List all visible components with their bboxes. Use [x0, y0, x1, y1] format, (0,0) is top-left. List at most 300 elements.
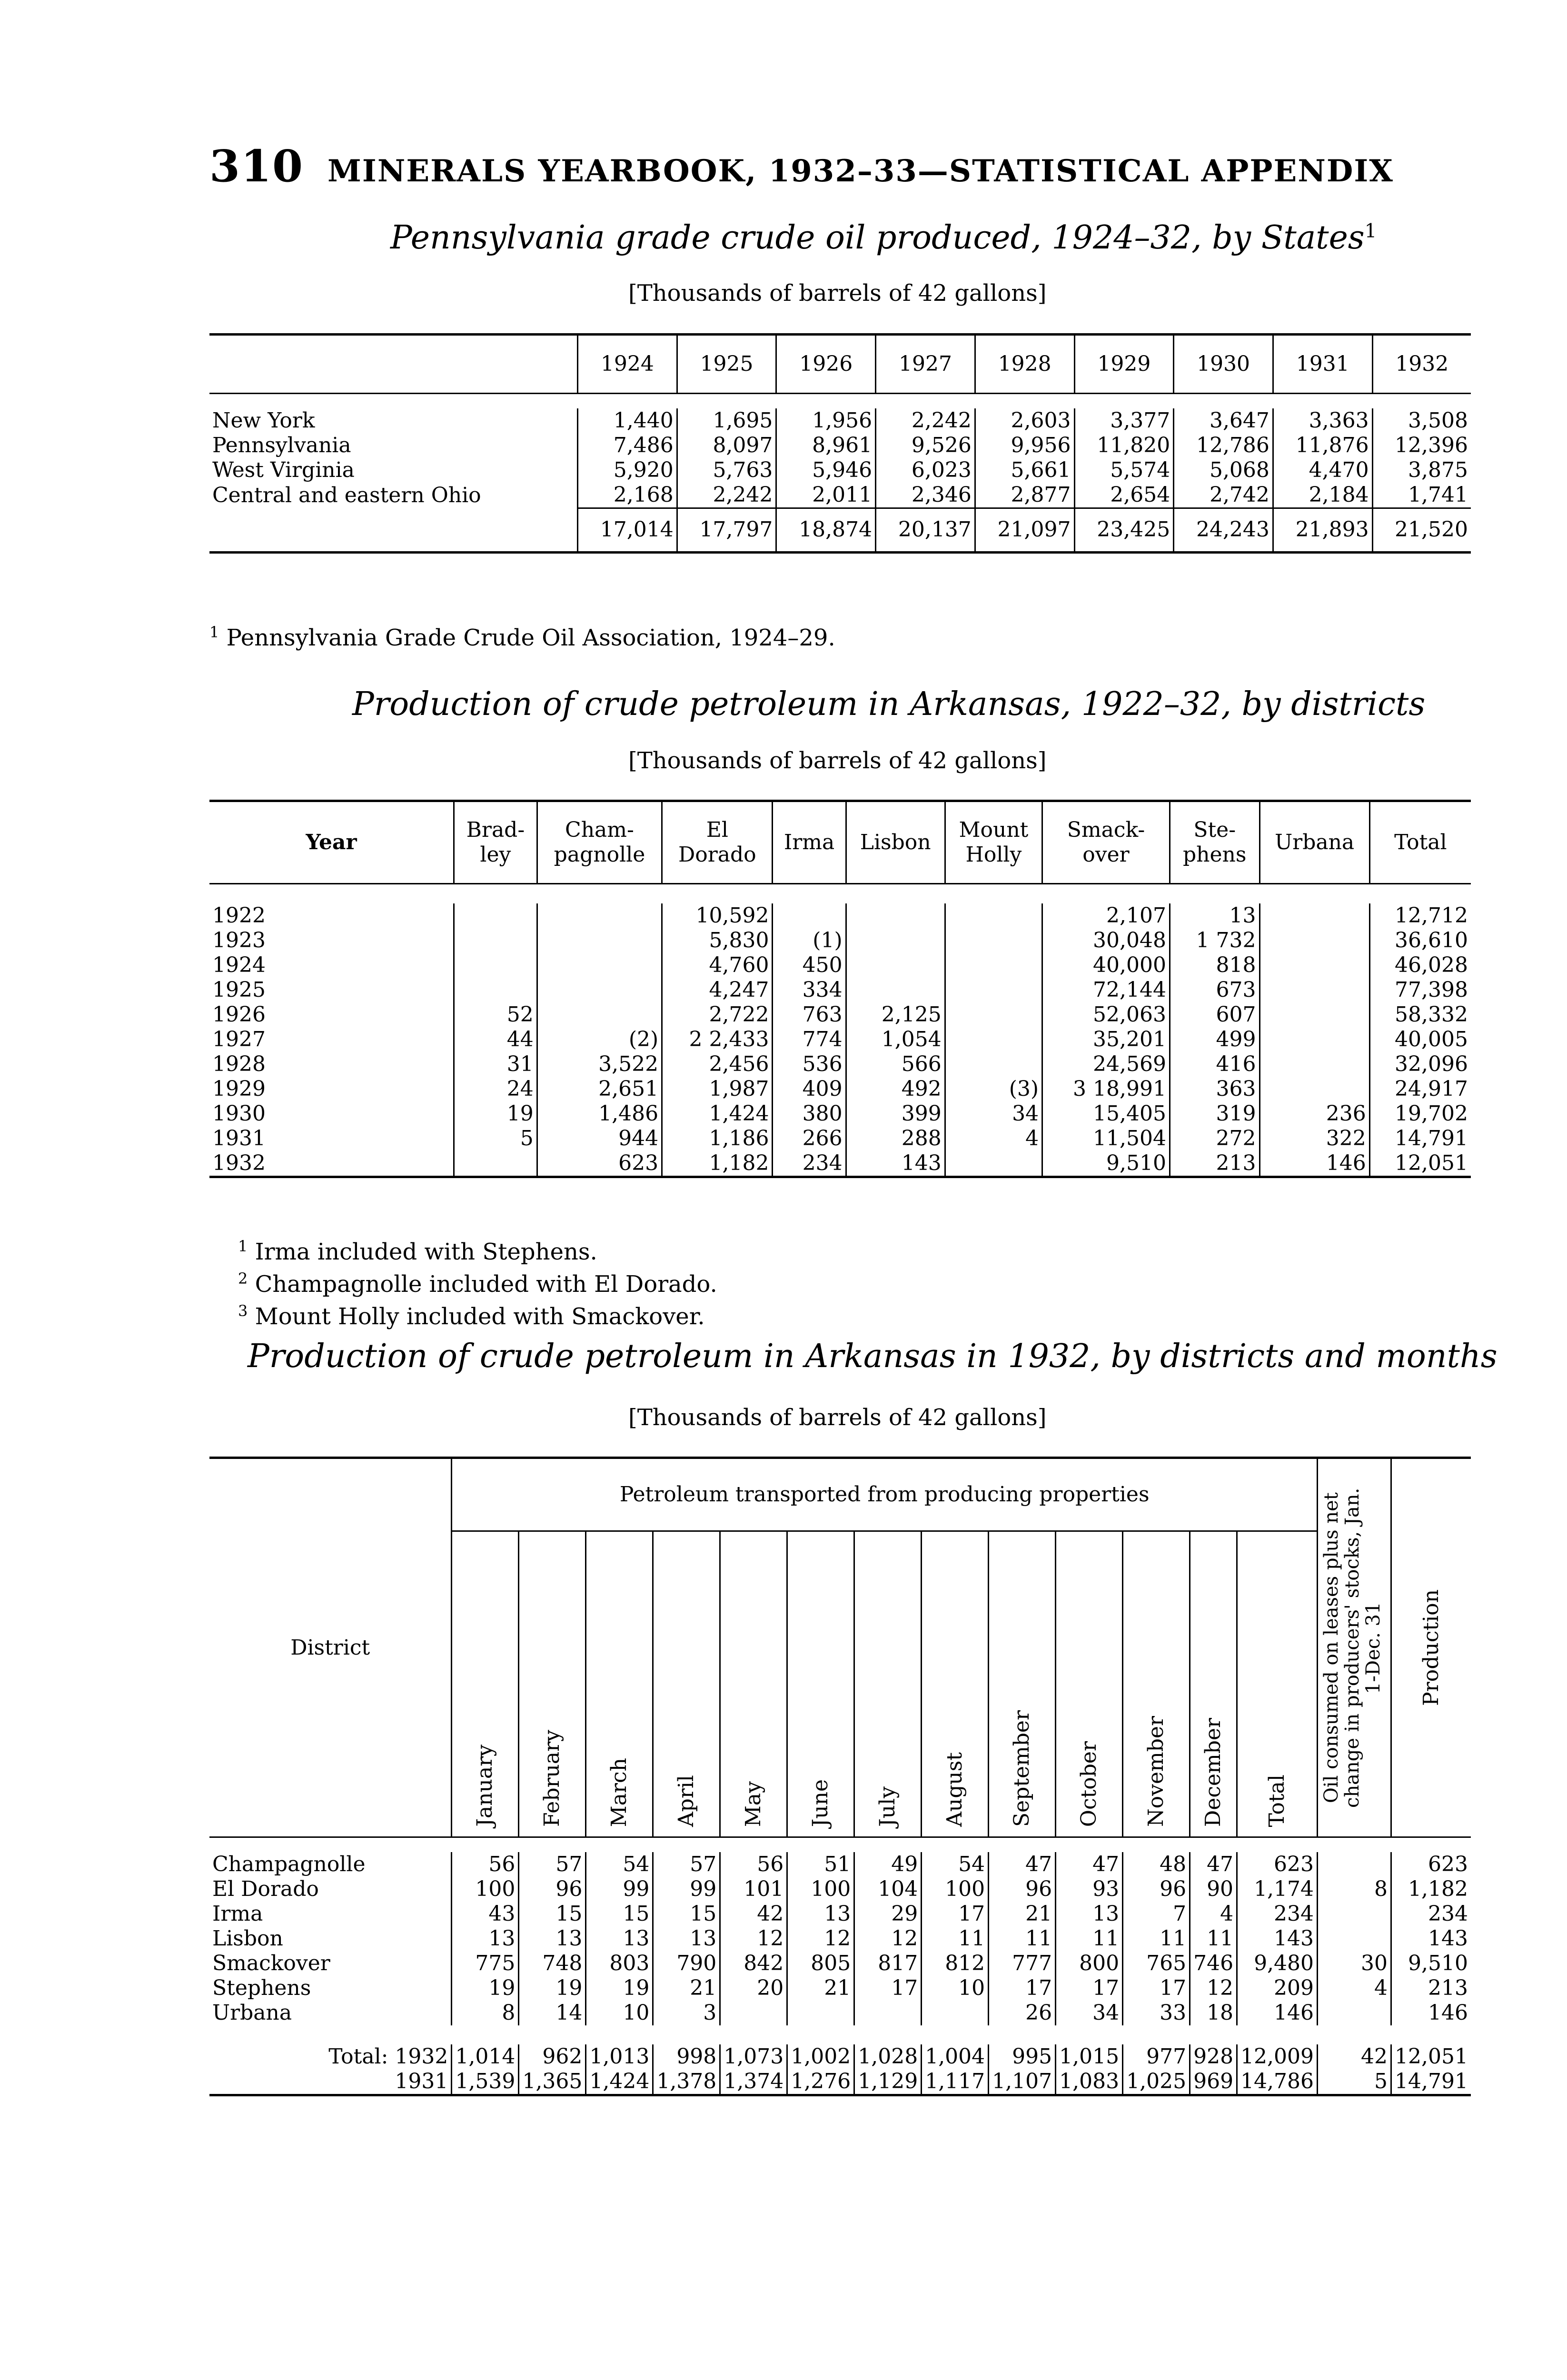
- total-cell: 12,009: [1237, 2044, 1318, 2069]
- consumed-header: [1318, 1458, 1391, 1837]
- value-cell: 13: [452, 1926, 519, 1951]
- column-header: Total: [1369, 801, 1471, 884]
- value-cell: 12: [787, 1926, 854, 1951]
- table-row: [209, 2001, 1471, 2025]
- footnote: [238, 1265, 717, 1298]
- value-cell: 8,961: [776, 433, 876, 458]
- table-row: [209, 1902, 1471, 1926]
- table-row: [209, 1052, 1471, 1077]
- value-cell: 96: [1123, 1877, 1190, 1902]
- value-cell: 234: [1237, 1902, 1318, 1926]
- row-label: Smackover: [212, 1951, 330, 1975]
- column-header: 1924: [578, 335, 677, 394]
- value-cell: 48: [1123, 1852, 1190, 1877]
- value-cell: 5,661: [975, 458, 1074, 483]
- value-cell: 35,201: [1042, 1027, 1170, 1052]
- t2-units: [Thousands of barrels of 42 gallons]: [628, 747, 1047, 774]
- value-cell: 7: [1123, 1902, 1190, 1926]
- value-cell: 790: [653, 1951, 720, 1976]
- value-cell: [1260, 1077, 1369, 1101]
- total-cell: 21,097: [975, 508, 1074, 553]
- value-cell: 104: [854, 1877, 922, 1902]
- value-cell: [1260, 953, 1369, 978]
- t1-units: [Thousands of barrels of 42 gallons]: [628, 280, 1047, 307]
- value-cell: 944: [537, 1126, 662, 1151]
- value-cell: 12: [1190, 1976, 1237, 2001]
- value-cell: 763: [773, 1002, 846, 1027]
- month-label: October: [1077, 1741, 1101, 1827]
- value-cell: 57: [519, 1852, 586, 1877]
- total-cell: 1,014: [452, 2044, 519, 2069]
- spacer: [209, 884, 454, 904]
- row-label: Central and eastern Ohio: [212, 483, 481, 507]
- value-cell: 146: [1391, 2001, 1471, 2025]
- value-cell: 12,712: [1369, 903, 1471, 928]
- value-cell: 499: [1170, 1027, 1260, 1052]
- value-cell: 34: [945, 1101, 1042, 1126]
- value-cell: [1260, 928, 1369, 953]
- total-cell: 1,129: [854, 2069, 922, 2095]
- value-cell: 623: [537, 1151, 662, 1177]
- production-label: Production: [1419, 1589, 1444, 1706]
- row-year: 1922: [212, 903, 266, 928]
- value-cell: 209: [1237, 1976, 1318, 2001]
- value-cell: 5,763: [677, 458, 776, 483]
- total-cell: 995: [989, 2044, 1056, 2069]
- value-cell: 20: [720, 1976, 787, 2001]
- month-header: [1056, 1531, 1123, 1837]
- value-cell: 774: [773, 1027, 846, 1052]
- value-cell: (2): [537, 1027, 662, 1052]
- value-cell: 19: [519, 1976, 586, 2001]
- row-label: El Dorado: [212, 1877, 319, 1901]
- total-cell: 1,374: [720, 2069, 787, 2095]
- row-year: 1923: [212, 928, 266, 952]
- value-cell: 17: [1123, 1976, 1190, 2001]
- table-row: [209, 978, 1471, 1002]
- value-cell: 17: [854, 1976, 922, 2001]
- value-cell: 380: [773, 1101, 846, 1126]
- value-cell: 1 732: [1170, 928, 1260, 953]
- value-cell: 143: [1391, 1926, 1471, 1951]
- row-label: Stephens: [212, 1976, 311, 2000]
- t2-footnotes: [238, 1233, 717, 1330]
- value-cell: 10: [922, 1976, 989, 2001]
- total-cell: 962: [519, 2044, 586, 2069]
- value-cell: [945, 978, 1042, 1002]
- value-cell: 13: [519, 1926, 586, 1951]
- month-label: December: [1201, 1718, 1226, 1827]
- value-cell: 11: [1190, 1926, 1237, 1951]
- value-cell: 234: [1391, 1902, 1471, 1926]
- month-header: [787, 1531, 854, 1837]
- blank-header: [209, 335, 578, 394]
- value-cell: [454, 1151, 537, 1177]
- value-cell: 363: [1170, 1077, 1260, 1101]
- total-cell: 1,073: [720, 2044, 787, 2069]
- row-year: 1924: [212, 953, 266, 977]
- value-cell: 272: [1170, 1126, 1260, 1151]
- value-cell: 34: [1056, 2001, 1123, 2025]
- value-cell: 3,875: [1372, 458, 1471, 483]
- table-row: [209, 1852, 1471, 1877]
- row-year: 1926: [212, 1002, 266, 1027]
- value-cell: 234: [773, 1151, 846, 1177]
- total-cell: 14,791: [1391, 2069, 1471, 2095]
- total-cell: 1,002: [787, 2044, 854, 2069]
- value-cell: 5,920: [578, 458, 677, 483]
- value-cell: 100: [452, 1877, 519, 1902]
- value-cell: [1260, 1002, 1369, 1027]
- column-header: 1930: [1174, 335, 1273, 394]
- table-row: [209, 1027, 1471, 1052]
- value-cell: 17: [989, 1976, 1056, 2001]
- value-cell: [846, 903, 945, 928]
- row-label: Pennsylvania: [212, 433, 351, 457]
- row-year: 1932: [209, 1151, 454, 1177]
- value-cell: 47: [989, 1852, 1056, 1877]
- total-cell: 977: [1123, 2044, 1190, 2069]
- row-year: 1930: [212, 1101, 266, 1126]
- value-cell: 213: [1170, 1151, 1260, 1177]
- value-cell: 2,603: [975, 408, 1074, 433]
- value-cell: [454, 953, 537, 978]
- footnote-text: Champagnolle included with El Dorado.: [248, 1271, 717, 1298]
- table-row: [209, 903, 1471, 928]
- value-cell: 5: [454, 1126, 537, 1151]
- value-cell: 90: [1190, 1877, 1237, 1902]
- t2-table: [209, 800, 1471, 1178]
- value-cell: 2,877: [975, 483, 1074, 508]
- value-cell: 93: [1056, 1877, 1123, 1902]
- value-cell: 3: [653, 2001, 720, 2025]
- value-cell: 19: [586, 1976, 653, 2001]
- value-cell: 44: [454, 1027, 537, 1052]
- value-cell: 13: [653, 1926, 720, 1951]
- t2-title: Production of crude petroleum in Arkansas, 1922–32, by districts: [352, 685, 1426, 723]
- value-cell: 13: [586, 1926, 653, 1951]
- value-cell: [454, 978, 537, 1002]
- value-cell: [945, 1151, 1042, 1177]
- total-cell: 1,083: [1056, 2069, 1123, 2095]
- value-cell: 12,051: [1369, 1151, 1471, 1177]
- value-cell: 13: [787, 1902, 854, 1926]
- value-cell: 1,424: [662, 1101, 773, 1126]
- value-cell: 1,695: [677, 408, 776, 433]
- value-cell: 2,651: [537, 1077, 662, 1101]
- row-label: West Virginia: [212, 458, 355, 482]
- consumed-label: Oil consumed on leases plus net change in producers' stocks, Jan. 1-Dec. 31: [1320, 1488, 1385, 1808]
- value-cell: 746: [1190, 1951, 1237, 1976]
- t3-units: [Thousands of barrels of 42 gallons]: [628, 1404, 1047, 1431]
- month-header: [519, 1531, 586, 1837]
- footnote-text: Mount Holly included with Smackover.: [248, 1303, 705, 1330]
- value-cell: 29: [854, 1902, 922, 1926]
- value-cell: 146: [1260, 1151, 1369, 1177]
- value-cell: 334: [773, 978, 846, 1002]
- value-cell: [846, 953, 945, 978]
- value-cell: 319: [1170, 1101, 1260, 1126]
- header-row: [209, 801, 1471, 884]
- value-cell: 2,242: [677, 483, 776, 508]
- total-cell: 21,893: [1273, 508, 1372, 553]
- value-cell: 17: [1056, 1976, 1123, 2001]
- value-cell: 52,063: [1042, 1002, 1170, 1027]
- value-cell: [945, 903, 1042, 928]
- value-cell: 4,760: [662, 953, 773, 978]
- column-header: Urbana: [1260, 801, 1369, 884]
- value-cell: [1318, 1902, 1391, 1926]
- value-cell: 24,569: [1042, 1052, 1170, 1077]
- table-row: [209, 433, 1471, 458]
- table-row: [209, 1002, 1471, 1027]
- footnote: [238, 1298, 717, 1330]
- footnote: [238, 1233, 717, 1265]
- month-label: July: [875, 1786, 900, 1827]
- value-cell: (3): [945, 1077, 1042, 1101]
- value-cell: 30,048: [1042, 928, 1170, 953]
- total-cell: 998: [653, 2044, 720, 2069]
- total-cell: 42: [1318, 2044, 1391, 2069]
- month-label: August: [942, 1752, 967, 1827]
- month-header: [653, 1531, 720, 1837]
- total-cell: 14,786: [1237, 2069, 1318, 2095]
- footnote-mark: 3: [238, 1302, 248, 1320]
- value-cell: 14: [519, 2001, 586, 2025]
- value-cell: 26: [989, 2001, 1056, 2025]
- value-cell: 13: [1056, 1902, 1123, 1926]
- value-cell: 11,876: [1273, 433, 1372, 458]
- value-cell: 4: [1318, 1976, 1391, 2001]
- value-cell: [537, 978, 662, 1002]
- value-cell: 12,786: [1174, 433, 1273, 458]
- value-cell: 842: [720, 1951, 787, 1976]
- value-cell: 1,182: [662, 1151, 773, 1177]
- row-label: Urbana: [212, 2001, 292, 2025]
- value-cell: 4,470: [1273, 458, 1372, 483]
- value-cell: 399: [846, 1101, 945, 1126]
- value-cell: 54: [586, 1852, 653, 1877]
- table-row: [209, 928, 1471, 953]
- total-row: [209, 508, 1471, 553]
- total-cell: 20,137: [876, 508, 975, 553]
- row-year: 1927: [212, 1027, 266, 1051]
- value-cell: [1260, 1027, 1369, 1052]
- header-row: [209, 335, 1471, 394]
- value-cell: 15: [519, 1902, 586, 1926]
- value-cell: 2,654: [1074, 483, 1174, 508]
- column-header: 1925: [677, 335, 776, 394]
- value-cell: 7,486: [578, 433, 677, 458]
- value-cell: 1,486: [537, 1101, 662, 1126]
- value-cell: [854, 2001, 922, 2025]
- table-row: [209, 1877, 1471, 1902]
- total-cell: 1,424: [586, 2069, 653, 2095]
- value-cell: 266: [773, 1126, 846, 1151]
- value-cell: 11: [1123, 1926, 1190, 1951]
- value-cell: 40,005: [1369, 1027, 1471, 1052]
- value-cell: 17: [922, 1902, 989, 1926]
- table-row: [209, 1077, 1471, 1101]
- value-cell: 47: [1190, 1852, 1237, 1877]
- total-label: [209, 508, 578, 553]
- table-row: [209, 1151, 1471, 1177]
- value-cell: 100: [787, 1877, 854, 1902]
- value-cell: 99: [586, 1877, 653, 1902]
- value-cell: [537, 953, 662, 978]
- value-cell: 47: [1056, 1852, 1123, 1877]
- value-cell: 40,000: [1042, 953, 1170, 978]
- value-cell: [1318, 2001, 1391, 2025]
- value-cell: 2,242: [876, 408, 975, 433]
- value-cell: 56: [452, 1852, 519, 1877]
- value-cell: 409: [773, 1077, 846, 1101]
- row-label: Lisbon: [212, 1926, 283, 1951]
- spacer-row: [209, 884, 1471, 904]
- value-cell: 11: [1056, 1926, 1123, 1951]
- table-row: [209, 1976, 1471, 2001]
- value-cell: 11,504: [1042, 1126, 1170, 1151]
- value-cell: 1,741: [1372, 483, 1471, 508]
- total-cell: 21,520: [1372, 508, 1471, 553]
- value-cell: 21: [653, 1976, 720, 2001]
- total-cell: 1,028: [854, 2044, 922, 2069]
- table-row: [209, 458, 1471, 483]
- value-cell: 748: [519, 1951, 586, 1976]
- month-label: Total: [1265, 1774, 1289, 1827]
- value-cell: 9,510: [1391, 1951, 1471, 1976]
- total-cell: 1,004: [922, 2044, 989, 2069]
- group-header-row: [209, 1458, 1471, 1531]
- value-cell: 3,363: [1273, 408, 1372, 433]
- total-row: [209, 2069, 1471, 2095]
- total-row: [209, 2044, 1471, 2069]
- month-label: February: [540, 1730, 565, 1827]
- total-cell: 1,539: [452, 2069, 519, 2095]
- value-cell: 143: [846, 1151, 945, 1177]
- value-cell: 623: [1391, 1852, 1471, 1877]
- value-cell: 623: [1237, 1852, 1318, 1877]
- value-cell: 818: [1170, 953, 1260, 978]
- table-row: [209, 1926, 1471, 1951]
- row-year: 1931: [212, 1126, 266, 1150]
- value-cell: 10,592: [662, 903, 773, 928]
- row-year: 1925: [212, 978, 266, 1002]
- value-cell: 19,702: [1369, 1101, 1471, 1126]
- total-label: Total: 1932: [328, 2044, 448, 2069]
- value-cell: 52: [454, 1002, 537, 1027]
- value-cell: [945, 1002, 1042, 1027]
- total-cell: 17,797: [677, 508, 776, 553]
- spacer: [209, 2025, 452, 2044]
- value-cell: 3,522: [537, 1052, 662, 1077]
- value-cell: 3,647: [1174, 408, 1273, 433]
- value-cell: 236: [1260, 1101, 1369, 1126]
- value-cell: 4: [1190, 1902, 1237, 1926]
- value-cell: 2,011: [776, 483, 876, 508]
- value-cell: 11: [922, 1926, 989, 1951]
- value-cell: (1): [773, 928, 846, 953]
- value-cell: 2,456: [662, 1052, 773, 1077]
- value-cell: 96: [519, 1877, 586, 1902]
- column-header: El Dorado: [662, 801, 773, 884]
- value-cell: [537, 928, 662, 953]
- value-cell: 9,510: [1042, 1151, 1170, 1177]
- total-cell: 1,378: [653, 2069, 720, 2095]
- value-cell: 3,377: [1074, 408, 1174, 433]
- total-cell: 1,276: [787, 2069, 854, 2095]
- value-cell: [773, 903, 846, 928]
- value-cell: 56: [720, 1852, 787, 1877]
- value-cell: 2,125: [846, 1002, 945, 1027]
- value-cell: 58,332: [1369, 1002, 1471, 1027]
- value-cell: 1,987: [662, 1077, 773, 1101]
- value-cell: [454, 903, 537, 928]
- value-cell: 30: [1318, 1951, 1391, 1976]
- column-header: Brad- ley: [454, 801, 537, 884]
- total-cell: 1,117: [922, 2069, 989, 2095]
- value-cell: 2,742: [1174, 483, 1273, 508]
- value-cell: 15,405: [1042, 1101, 1170, 1126]
- value-cell: 673: [1170, 978, 1260, 1002]
- table-row: [209, 1951, 1471, 1976]
- table-row: [209, 1101, 1471, 1126]
- value-cell: 2,168: [578, 483, 677, 508]
- value-cell: 416: [1170, 1052, 1260, 1077]
- value-cell: 322: [1260, 1126, 1369, 1151]
- value-cell: 46,028: [1369, 953, 1471, 978]
- value-cell: [1260, 978, 1369, 1002]
- column-header: Smack- over: [1042, 801, 1170, 884]
- column-header: Irma: [773, 801, 846, 884]
- district-header: District: [209, 1458, 452, 1837]
- footnote-text: Irma included with Stephens.: [248, 1239, 597, 1265]
- value-cell: [1260, 1052, 1369, 1077]
- value-cell: 19: [454, 1101, 537, 1126]
- value-cell: 5,830: [662, 928, 773, 953]
- value-cell: 146: [1237, 2001, 1318, 2025]
- row-year: 1928: [212, 1052, 266, 1076]
- value-cell: 777: [989, 1951, 1056, 1976]
- t1-title: Pennsylvania grade crude oil produced, 1924–32, by States$^1$: [390, 219, 1377, 257]
- total-cell: 1,025: [1123, 2069, 1190, 2095]
- value-cell: [1318, 1852, 1391, 1877]
- total-cell: 969: [1190, 2069, 1237, 2095]
- column-header: 1927: [876, 335, 975, 394]
- value-cell: 96: [989, 1877, 1056, 1902]
- value-cell: 8: [1318, 1877, 1391, 1902]
- total-cell: 24,243: [1174, 508, 1273, 553]
- table-row: [209, 1126, 1471, 1151]
- value-cell: 450: [773, 953, 846, 978]
- column-header: 1932: [1372, 335, 1471, 394]
- value-cell: 36,610: [1369, 928, 1471, 953]
- value-cell: 10: [586, 2001, 653, 2025]
- value-cell: 3,508: [1372, 408, 1471, 433]
- value-cell: 43: [452, 1902, 519, 1926]
- value-cell: [787, 2001, 854, 2025]
- month-header: [854, 1531, 922, 1837]
- value-cell: 2,722: [662, 1002, 773, 1027]
- value-cell: 1,440: [578, 408, 677, 433]
- table-row: [209, 483, 1471, 508]
- row-label: New York: [212, 408, 315, 433]
- value-cell: [1260, 903, 1369, 928]
- value-cell: [945, 928, 1042, 953]
- value-cell: 99: [653, 1877, 720, 1902]
- column-header: Ste- phens: [1170, 801, 1260, 884]
- value-cell: 775: [452, 1951, 519, 1976]
